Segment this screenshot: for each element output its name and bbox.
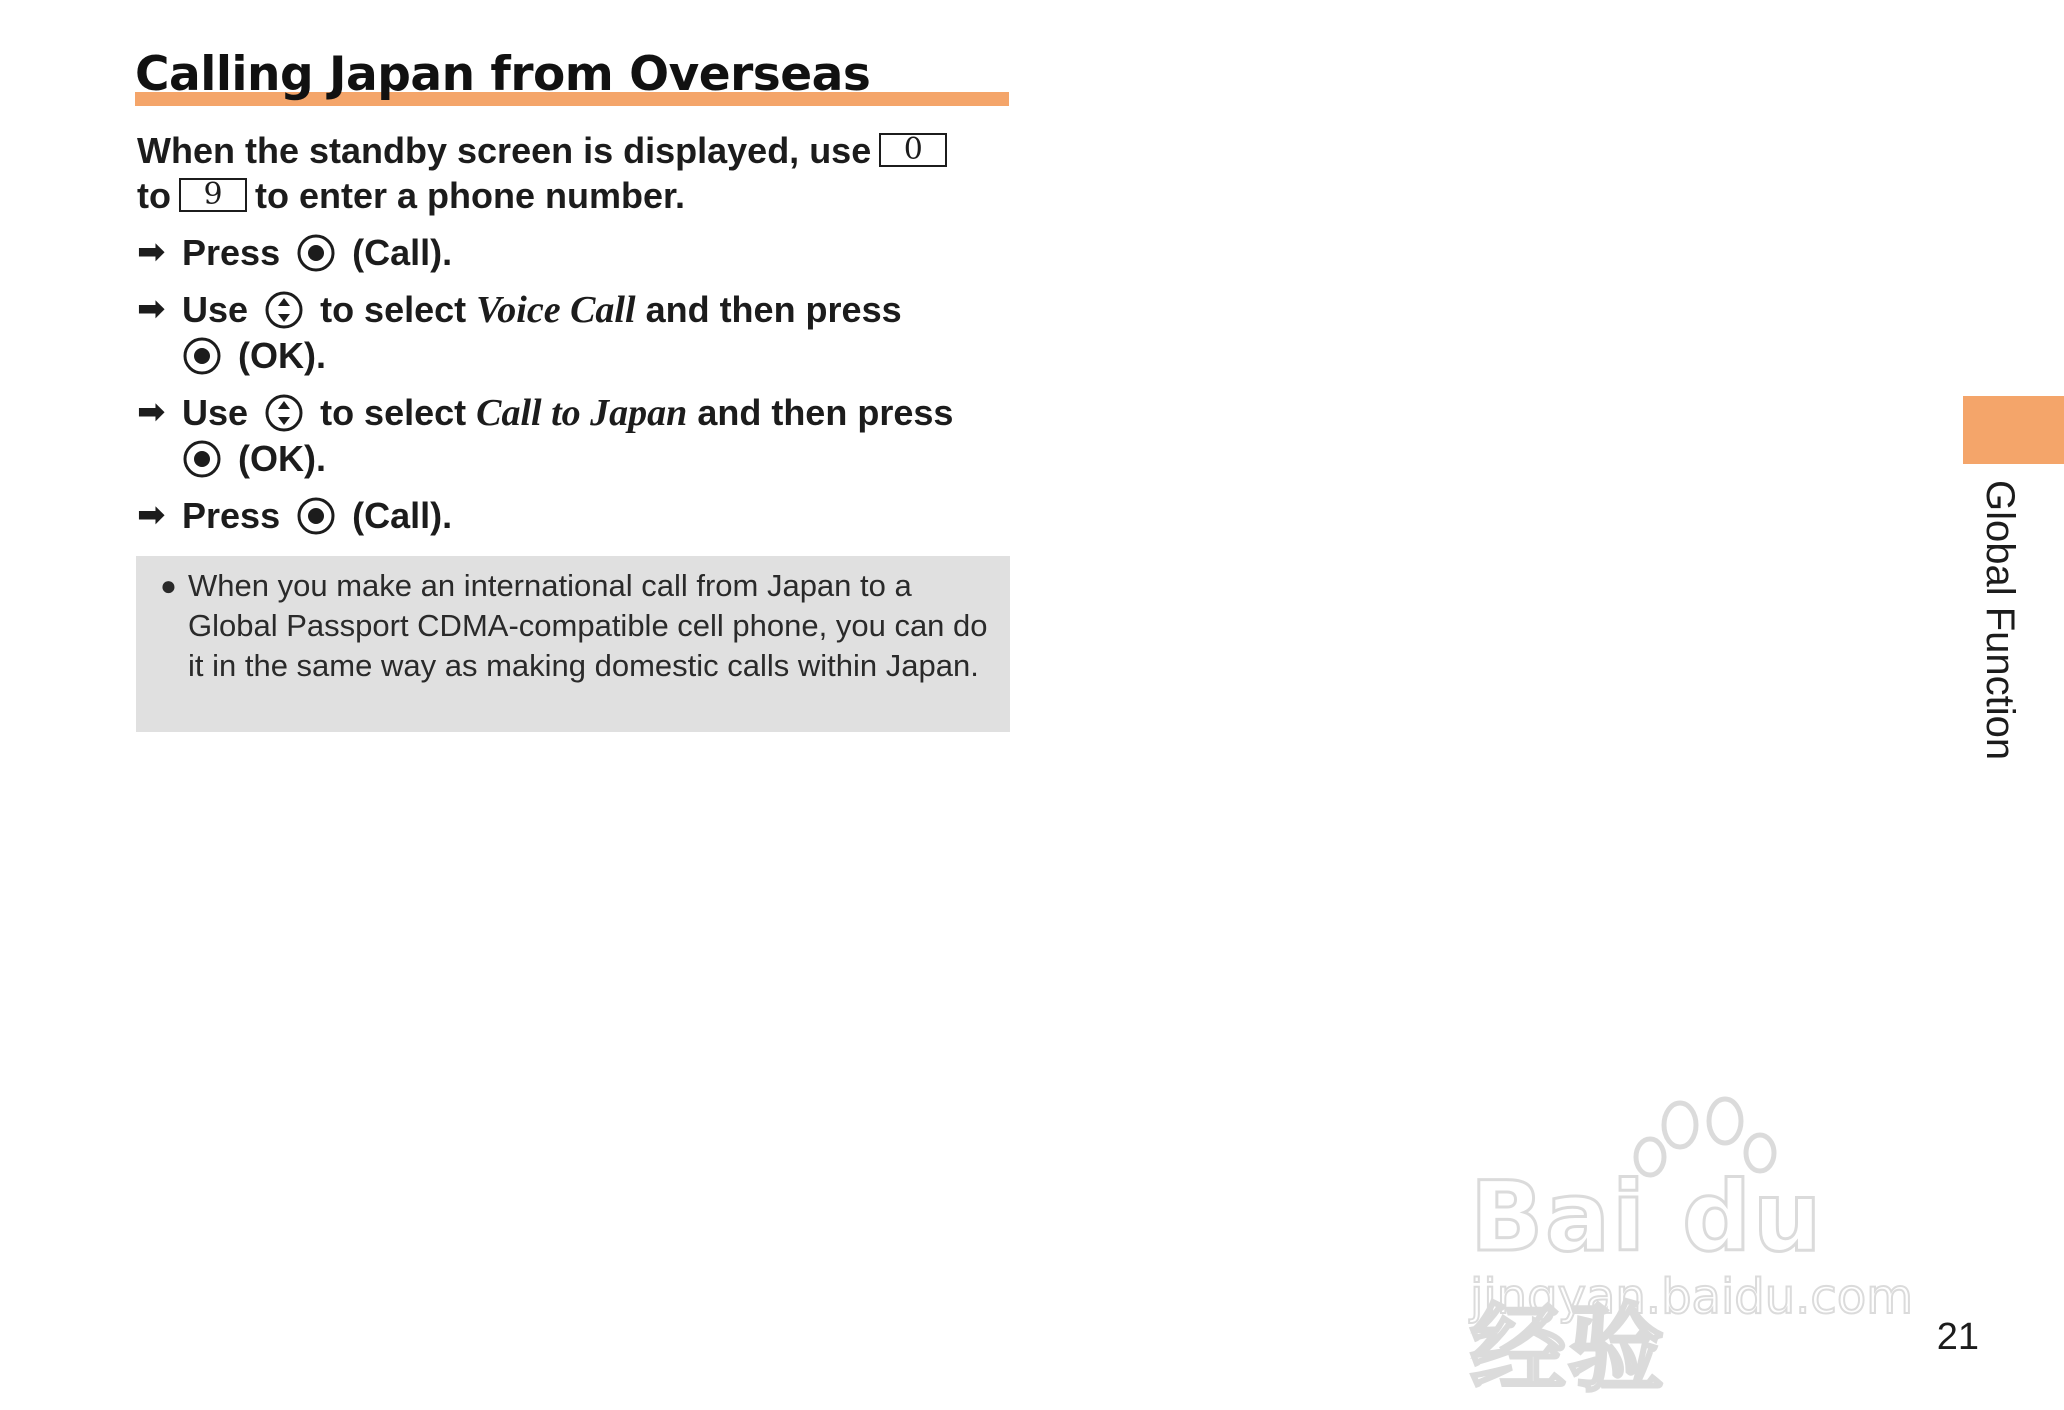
instructions xyxy=(137,128,1017,550)
page-number: 21 xyxy=(1936,1316,1979,1358)
step-text: (OK). xyxy=(238,335,326,376)
center-key-icon xyxy=(182,336,222,376)
step-2 xyxy=(137,287,1017,378)
note-box xyxy=(136,556,1010,732)
intro-text-to: to xyxy=(137,175,171,216)
step-text: and then press xyxy=(697,392,954,433)
navigation-key-icon xyxy=(264,290,304,330)
arrow-right-icon: ➡ xyxy=(137,289,166,329)
intro-paragraph xyxy=(137,128,1017,218)
menu-option-name: Call to Japan xyxy=(476,392,688,434)
arrow-right-icon: ➡ xyxy=(137,232,166,272)
navigation-key-icon xyxy=(264,393,304,433)
intro-text-end: to enter a phone number. xyxy=(254,175,686,216)
page-title xyxy=(135,44,1009,106)
step-3 xyxy=(137,390,1017,481)
key-0-icon: 0 xyxy=(879,133,947,167)
note-text: When you make an international call from Japan to a Global Passport CDMA-compatible cell phone, you can do it in the same way as making domestic calls within Japan. xyxy=(188,568,988,683)
side-tab-marker xyxy=(1963,396,2064,464)
key-9-icon: 9 xyxy=(179,178,247,212)
step-text: to select xyxy=(320,289,467,330)
center-key-icon xyxy=(296,233,336,273)
step-text: to select xyxy=(320,392,467,433)
watermark-logo xyxy=(1460,1095,1940,1405)
step-text: and then press xyxy=(645,289,902,330)
step-text: Press xyxy=(182,232,281,273)
center-key-icon xyxy=(296,496,336,536)
watermark-url: jingyan.baidu.com xyxy=(1470,1269,1913,1325)
step-text: (Call). xyxy=(352,232,453,273)
bullet-icon: ● xyxy=(160,570,177,601)
step-text: (Call). xyxy=(352,495,453,536)
intro-text: When the standby screen is displayed, use xyxy=(137,130,872,171)
menu-option-name: Voice Call xyxy=(476,289,636,331)
title-text: Calling Japan from Overseas xyxy=(135,47,871,102)
step-text: Press xyxy=(182,495,281,536)
arrow-right-icon: ➡ xyxy=(137,495,166,535)
watermark-brand: Bai du 经验 xyxy=(1470,1161,1824,1405)
center-key-icon xyxy=(182,439,222,479)
step-text: Use xyxy=(182,289,249,330)
step-text: (OK). xyxy=(238,438,326,479)
step-1 xyxy=(137,230,1017,275)
side-tab-label: Global Function xyxy=(1978,480,2022,761)
step-text: Use xyxy=(182,392,249,433)
step-4 xyxy=(137,493,1017,538)
arrow-right-icon: ➡ xyxy=(137,392,166,432)
